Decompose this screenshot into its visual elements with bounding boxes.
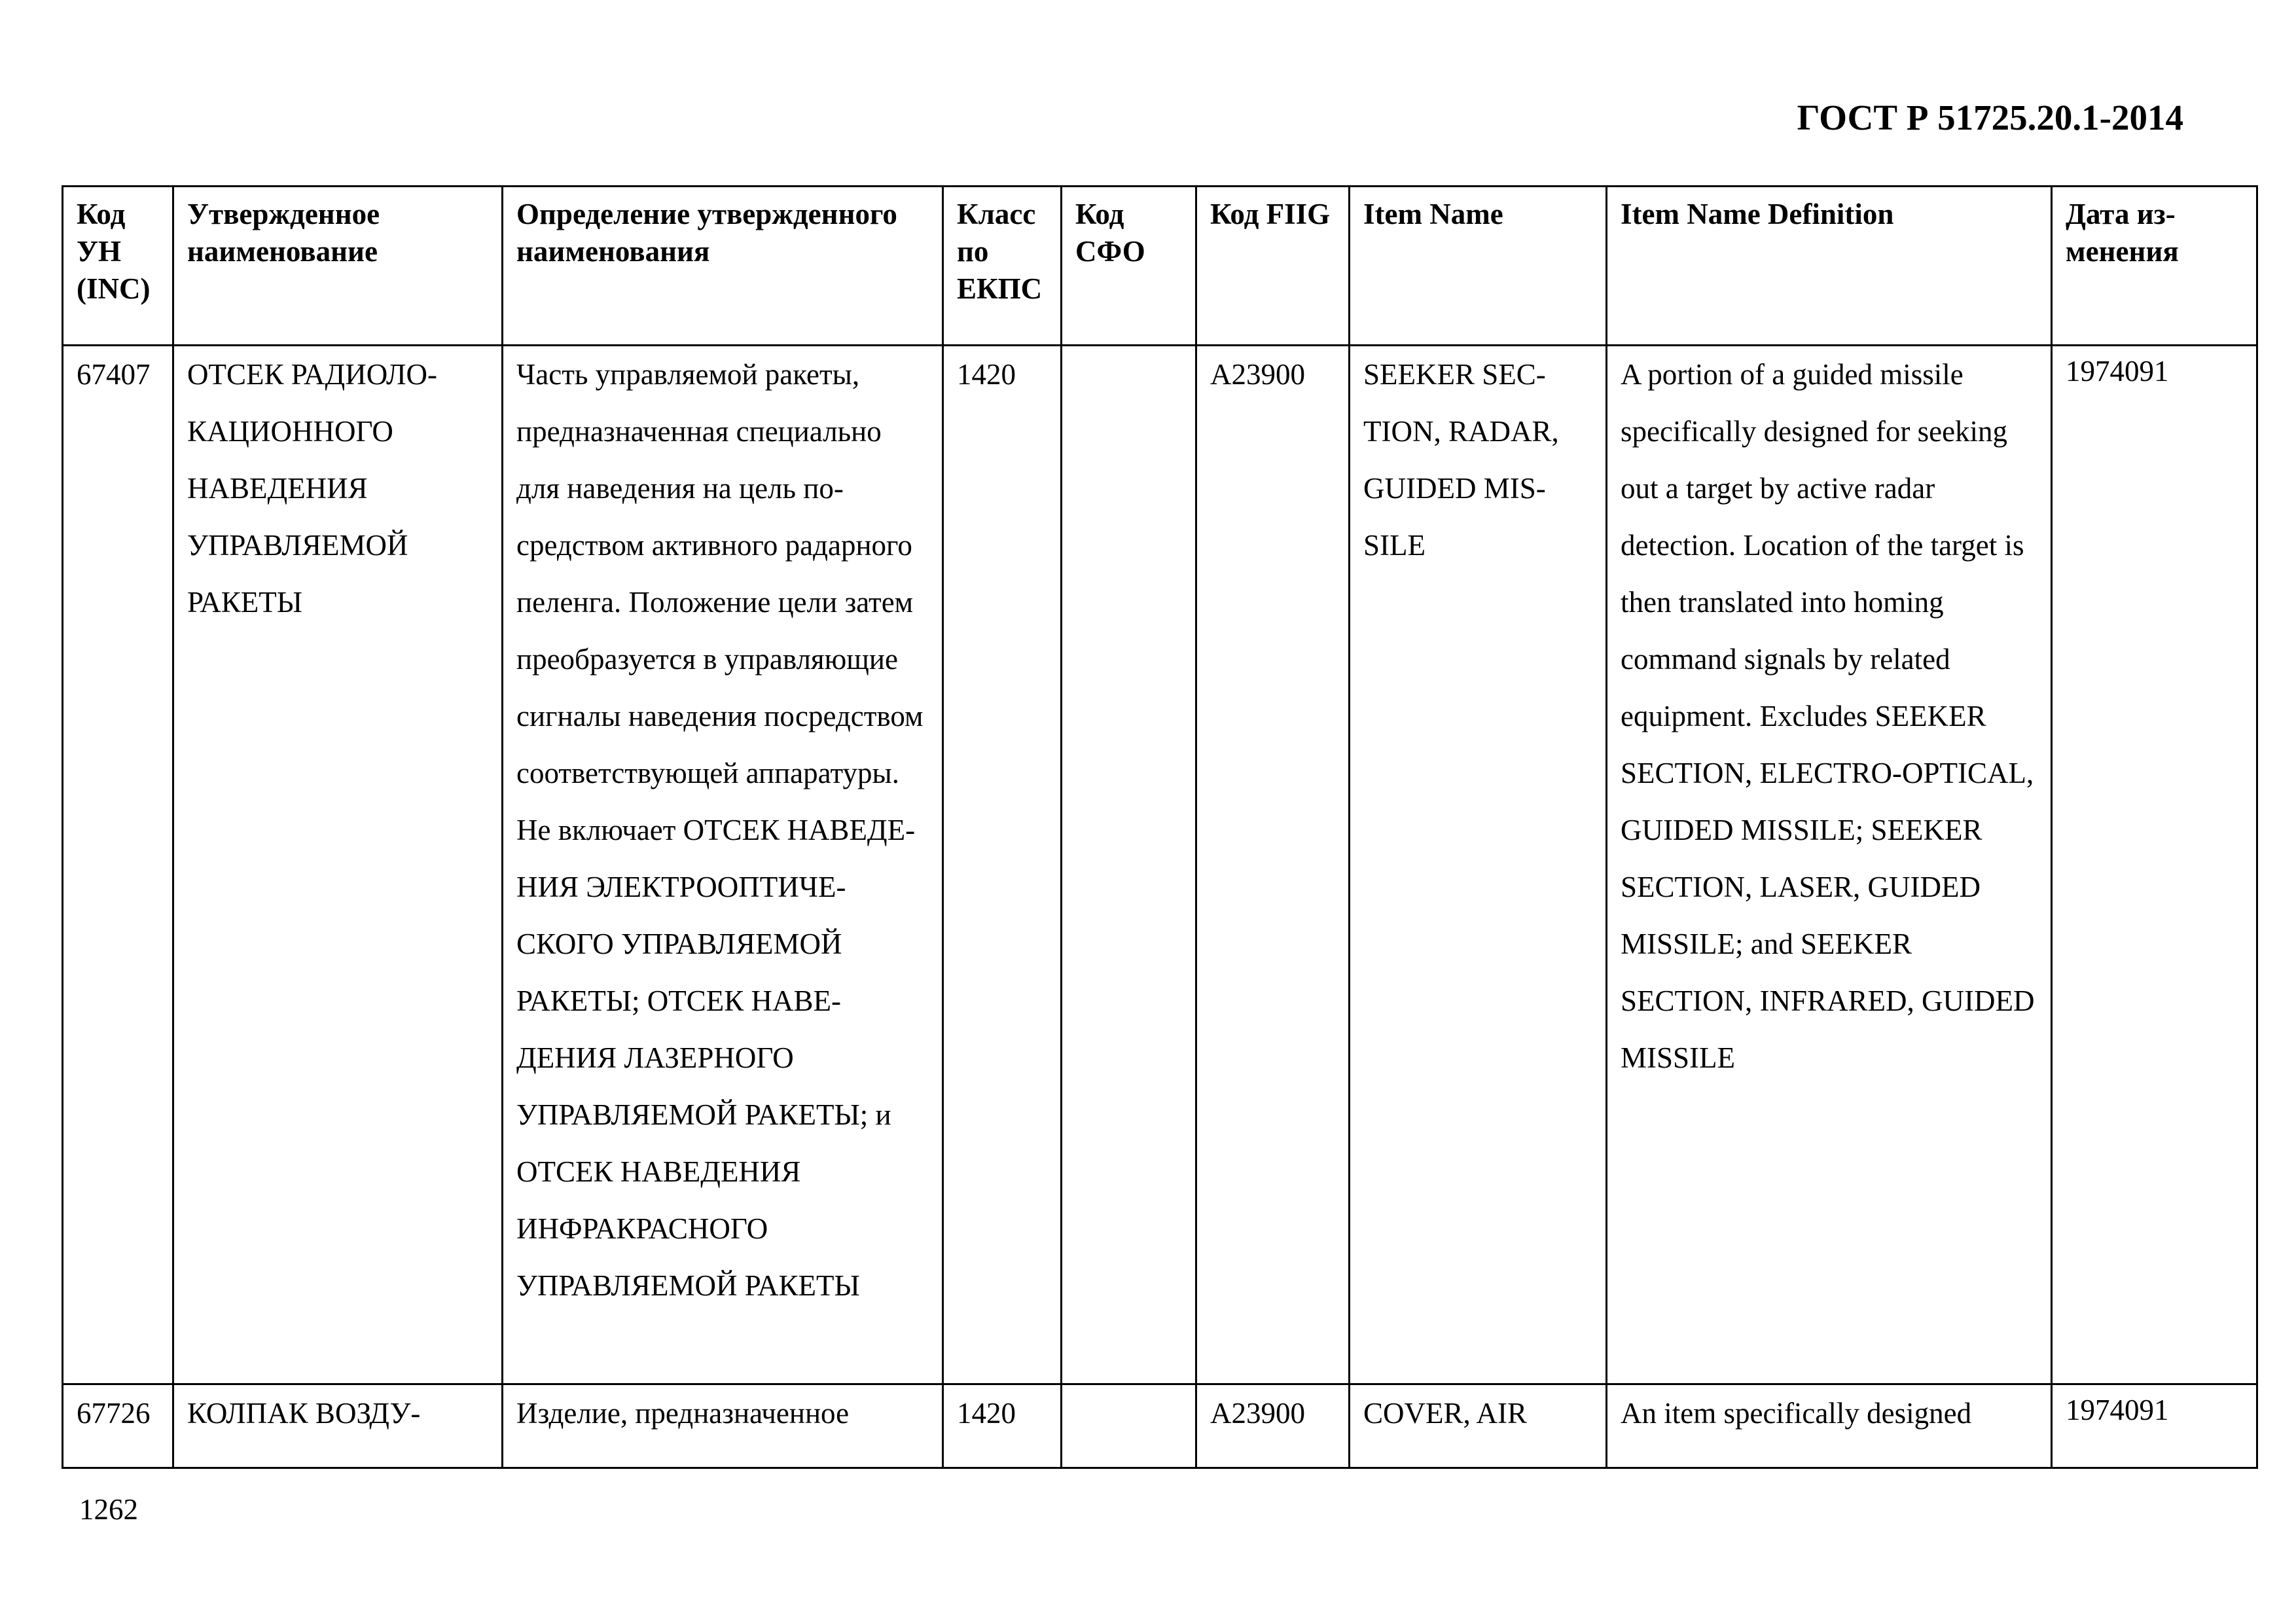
table-row xyxy=(63,1384,2257,1468)
data-table xyxy=(62,185,2258,1469)
cell-name-definition: Часть управляемой ракеты, предназначенная специально для наведения на цель посредством активного радарного пеленга. Положение цели затем преобразуется в управляющие сигналы наведения посредством соответствующей аппаратуры. Не включает ОТСЕК НАВЕДЕНИЯ ЭЛЕКТРООПТИЧЕСКОГО УПРАВЛЯЕМОЙ РАКЕТЫ; ОТСЕК НАВЕДЕНИЯ ЛАЗЕРНОГО УПРАВЛЯЕМОЙ РАКЕТЫ; и ОТСЕК НАВЕДЕНИЯ ИНФРАКРАСНОГО УПРАВЛЯЕМОЙ РАКЕТЫ xyxy=(503,346,943,1384)
cell-class: 1420 xyxy=(943,346,1062,1384)
column-header-inc: Код УН (INC) xyxy=(63,187,173,346)
column-header-fiig: Код FIIG xyxy=(1196,187,1350,346)
cell-item-name: SEEKER SECTION, RADAR, GUIDED MISSILE xyxy=(1350,346,1607,1384)
cell-change-date: 1974091 xyxy=(2052,346,2257,1384)
cell-fiig: A23900 xyxy=(1196,346,1350,1384)
cell-change-date: 1974091 xyxy=(2052,1384,2257,1468)
cell-item-name-definition: An item specifically designed xyxy=(1607,1384,2052,1468)
cell-item-name-definition: A portion of a guided missile specifically designed for seeking out a target by active radar detection. Location of the target is then translated into homing command signals by related equipment. Excludes SEEKER SECTION, ELECTRO-OPTICAL, GUIDED MISSILE; SEEKER SECTION, LASER, GUIDED MISSILE; and SEEKER SECTION, INFRARED, GUIDED MISSILE xyxy=(1607,346,2052,1384)
cell-name-definition: Изделие, предназначенное xyxy=(503,1384,943,1468)
table-row xyxy=(63,346,2257,1384)
column-header-item-name: Item Name xyxy=(1350,187,1607,346)
column-header-class: Класс по ЕКПС xyxy=(943,187,1062,346)
cell-approved-name: ОТСЕК РАДИОЛОКАЦИОННОГО НАВЕДЕНИЯ УПРАВЛЯЕМОЙ РАКЕТЫ xyxy=(173,346,503,1384)
cell-inc: 67726 xyxy=(63,1384,173,1468)
column-header-item-name-definition: Item Name Definition xyxy=(1607,187,2052,346)
column-header-change-date: Дата изменения xyxy=(2052,187,2257,346)
page-number: 1262 xyxy=(79,1493,138,1526)
cell-approved-name: КОЛПАК ВОЗДУ- xyxy=(173,1384,503,1468)
cell-item-name: COVER, AIR xyxy=(1350,1384,1607,1468)
cell-sfo xyxy=(1062,346,1196,1384)
cell-fiig: A23900 xyxy=(1196,1384,1350,1468)
table-header-row xyxy=(63,187,2257,346)
cell-inc: 67407 xyxy=(63,346,173,1384)
column-header-sfo: Код СФО xyxy=(1062,187,1196,346)
column-header-approved-name: Утвержденное наименование xyxy=(173,187,503,346)
cell-class: 1420 xyxy=(943,1384,1062,1468)
column-header-name-definition: Определение утвержденного наименования xyxy=(503,187,943,346)
cell-sfo xyxy=(1062,1384,1196,1468)
document-header: ГОСТ Р 51725.20.1-2014 xyxy=(1797,98,2183,137)
